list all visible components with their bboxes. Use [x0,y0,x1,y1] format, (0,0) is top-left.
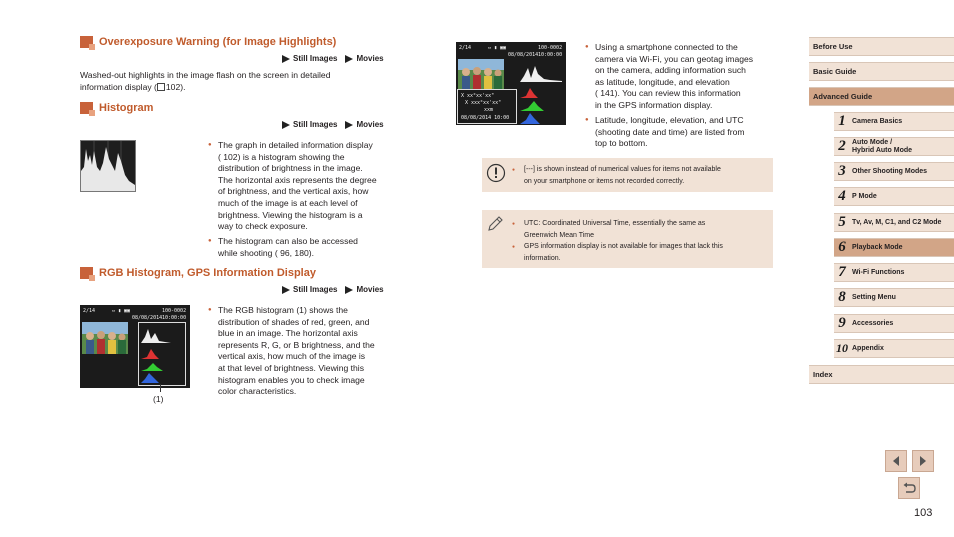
gps-info-highlight [457,89,517,124]
gps-camera-screen [456,42,566,125]
next-page-button[interactable] [912,450,934,472]
rgb-histogram-highlight [138,322,186,386]
return-button[interactable] [898,477,920,499]
histogram-bullet-2: ● The histogram can also be accessed while shooting ( 96, 180). [208,236,398,259]
rgb-bullet-1: ● The RGB histogram (1) shows the distribution of shades of red, green, and blue in an image. The horizontal axis represents R, G, or B brightness, and the vertical axis, how much of the image is at that level of brightness. Viewing this histogram enables you to check image color characteristics. [208,305,398,398]
play-arrow-icon [345,55,353,63]
file-number: 100-0002 [162,308,187,314]
gps-elevation: xxm [484,107,494,113]
section-marker-icon [80,267,93,279]
play-arrow-icon [282,55,290,63]
gps-utc: 08/08/2014 10:00 [461,115,510,121]
callout-label: (1) [153,394,164,404]
histogram-illustration [80,140,136,192]
brightness-histogram [520,60,562,82]
nav-before-use[interactable]: Before Use [809,37,954,56]
chapter-number: 1 [838,113,846,129]
chapter-label: Appendix [852,344,884,352]
rgb-title: RGB Histogram, GPS Information Display [99,267,316,279]
section-marker-icon [80,102,93,114]
chapter-label: Tv, Av, M, C1, and C2 Mode [852,218,942,226]
caution-text: ● [---] is shown instead of numerical values for items not available on your smartphone or items not recorded correctly. [512,164,770,188]
return-icon [902,482,916,494]
note-box [482,210,773,268]
rgb-camera-screen [80,305,190,388]
chapter-label: Other Shooting Modes [852,167,928,175]
chapter-number: 7 [838,264,846,280]
chapter-number: 2 [838,138,846,154]
prev-page-button[interactable] [885,450,907,472]
chapter-number: 6 [838,239,846,255]
prev-page-icon [890,455,902,467]
chapter-label: Camera Basics [852,117,903,125]
chapter-item-10[interactable] [834,339,954,358]
mode-indicators-2: Still Images Movies [282,120,384,129]
chapter-label: Wi-Fi Functions [852,268,905,276]
histogram-bullet-1: ● The graph in detailed information display ( 102) is a histogram showing the distribution of brightness in the image. The horizontal axis represents the degree of brightness, and the vertical axis, how much of the image is at each level of brightness. Viewing the histogram is a way to check exposure. [208,140,398,233]
play-arrow-icon [282,286,290,294]
note-utc: ● UTC: Coordinated Universal Time, essentially the same as Greenwich Mean Time [512,218,770,242]
chapter-item-7[interactable] [834,263,954,282]
play-arrow-icon [282,121,290,129]
next-page-icon [917,455,929,467]
mode-indicators-1: Still Images Movies [282,54,384,63]
rgb-mini-histogram [520,86,562,124]
screen-date: 08/08/2014 [508,52,539,58]
histogram-title: Histogram [99,102,154,114]
page-link-102[interactable]: 102 [165,81,181,92]
photo-thumbnail [458,59,504,89]
chapter-item-2[interactable] [834,137,954,156]
gps-bullet-1: ● Using a smartphone connected to the camera via Wi-Fi, you can geotag images on the camera, adding information such as latitude, longitude, and elevation ( 141). You can review this information in the GPS information display. [585,42,780,112]
screen-date: 08/08/2014 [132,315,163,321]
chapter-number: 5 [838,214,846,230]
chapter-number: 8 [838,289,846,305]
mode-indicators-3: Still Images Movies [282,285,384,294]
chapter-label: Setting Menu [852,293,896,301]
status-icons: ▭ ▮ ▣▣ [112,308,131,314]
chapter-item-1[interactable] [834,112,954,131]
nav-index[interactable]: Index [809,365,954,384]
chapter-label: Accessories [852,319,894,327]
play-arrow-icon [345,121,353,129]
histogram-heading [80,102,153,114]
screen-time: 10:00:00 [538,52,563,58]
overexposure-body: Washed-out highlights in the image flash on the screen in detailed information display ( 102). [80,70,331,92]
callout-line [160,384,161,392]
page-number: 103 [914,507,933,519]
pencil-icon [486,215,504,233]
chapter-label: Auto Mode / Hybrid Auto Mode [852,138,913,154]
note-gps: ● GPS information display is not available for images that lack this information. [512,241,770,265]
chapter-label: Playback Mode [852,243,903,251]
file-number: 100-0002 [538,45,563,51]
overexposure-title: Overexposure Warning (for Image Highlights) [99,36,337,48]
chapter-label: P Mode [852,192,877,200]
photo-thumbnail [82,322,128,354]
frame-counter: 2/14 [459,45,472,51]
chapter-item-8[interactable] [834,288,954,307]
nav-advanced-guide[interactable]: Advanced Guide [809,87,954,106]
chapter-number: 4 [838,188,846,204]
nav-basic-guide[interactable]: Basic Guide [809,62,954,81]
section-marker-icon [80,36,93,48]
play-arrow-icon [345,286,353,294]
chapter-number: 10 [836,341,848,355]
frame-counter: 2/14 [83,308,96,314]
caution-box [482,158,773,192]
chapter-item-6[interactable] [834,238,954,257]
overexposure-heading [80,36,336,48]
rgb-heading [80,267,316,279]
screen-time: 10:00:00 [162,315,187,321]
chapter-item-5[interactable] [834,213,954,232]
caution-icon [486,163,506,183]
chapter-number: 3 [838,163,846,179]
book-ref-icon [157,83,165,91]
gps-longitude: X xxx°xx'xx" [465,100,502,106]
gps-latitude: X xx°xx'xx" [461,93,495,99]
chapter-number: 9 [838,315,846,331]
chapter-item-3[interactable] [834,162,954,181]
chapter-item-4[interactable] [834,187,954,206]
status-icons: ▭ ▮ ▣▣ [488,45,507,51]
gps-bullet-2: ● Latitude, longitude, elevation, and UTC (shooting date and time) are listed from top to bottom. [585,115,780,150]
chapter-item-9[interactable] [834,314,954,333]
